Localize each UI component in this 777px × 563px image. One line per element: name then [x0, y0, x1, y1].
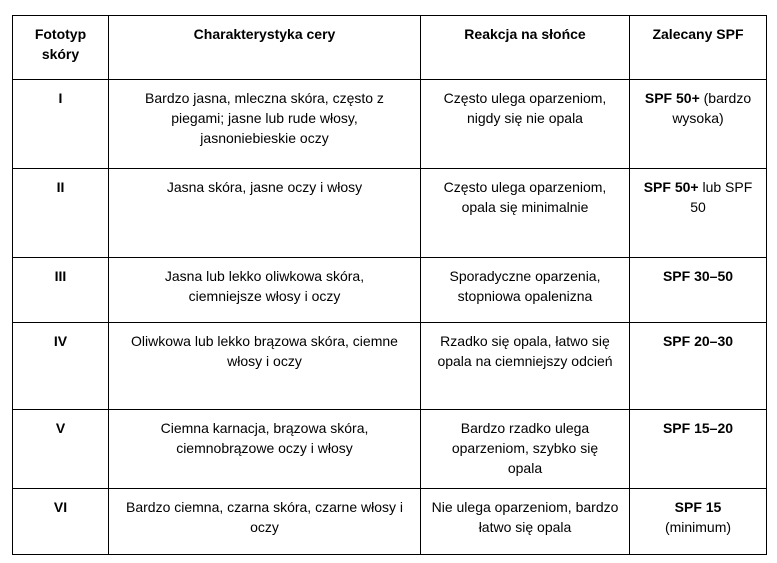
spf-value: SPF 30–50 [662, 268, 734, 284]
cell-charakterystyka: Bardzo ciemna, czarna skóra, czarne włosy i oczy [109, 489, 421, 555]
cell-charakterystyka: Jasna lub lekko oliwkowa skóra, ciemniejsze włosy i oczy [109, 258, 421, 323]
header-spf: Zalecany SPF [630, 16, 767, 80]
table-row [13, 410, 767, 489]
table-row [13, 489, 767, 555]
header-charakterystyka: Charakterystyka cery [109, 16, 421, 80]
spf-value: SPF 15 [674, 499, 722, 515]
table-row [13, 258, 767, 323]
table-row [13, 169, 767, 258]
cell-fototyp: V [13, 410, 109, 489]
cell-reakcja: Często ulega oparzeniom, opala się minimalnie [421, 169, 630, 258]
cell-spf [630, 489, 767, 555]
cell-fototyp: III [13, 258, 109, 323]
spf-value: SPF 20–30 [662, 333, 734, 349]
cell-spf [630, 169, 767, 258]
cell-reakcja: Sporadyczne oparzenia, stopniowa opalenizna [421, 258, 630, 323]
spf-value: SPF 50+ [643, 179, 699, 195]
cell-reakcja: Nie ulega oparzeniom, bardzo łatwo się opala [421, 489, 630, 555]
spf-note: lub SPF 50 [690, 179, 753, 215]
header-reakcja: Reakcja na słońce [421, 16, 630, 80]
table-row [13, 323, 767, 410]
cell-reakcja: Bardzo rzadko ulega oparzeniom, szybko się opala [421, 410, 630, 489]
cell-spf [630, 80, 767, 169]
cell-fototyp: I [13, 80, 109, 169]
spf-value: SPF 15–20 [662, 420, 734, 436]
cell-fototyp: II [13, 169, 109, 258]
header-fototyp: Fototyp skóry [13, 16, 109, 80]
cell-reakcja: Często ulega oparzeniom, nigdy się nie opala [421, 80, 630, 169]
cell-reakcja: Rzadko się opala, łatwo się opala na ciemniejszy odcień [421, 323, 630, 410]
table-row [13, 80, 767, 169]
skin-phototype-table [12, 15, 767, 555]
spf-note: (minimum) [664, 519, 732, 535]
cell-charakterystyka: Oliwkowa lub lekko brązowa skóra, ciemne włosy i oczy [109, 323, 421, 410]
spf-note: (bardzo wysoka) [672, 90, 752, 126]
spf-value: SPF 50+ [644, 90, 700, 106]
cell-charakterystyka: Ciemna karnacja, brązowa skóra, ciemnobrązowe oczy i włosy [109, 410, 421, 489]
cell-charakterystyka: Jasna skóra, jasne oczy i włosy [109, 169, 421, 258]
cell-charakterystyka: Bardzo jasna, mleczna skóra, często z piegami; jasne lub rude włosy, jasnoniebieskie oczy [109, 80, 421, 169]
cell-fototyp: VI [13, 489, 109, 555]
table-header-row [13, 16, 767, 80]
cell-fototyp: IV [13, 323, 109, 410]
cell-spf [630, 323, 767, 410]
cell-spf [630, 258, 767, 323]
cell-spf [630, 410, 767, 489]
